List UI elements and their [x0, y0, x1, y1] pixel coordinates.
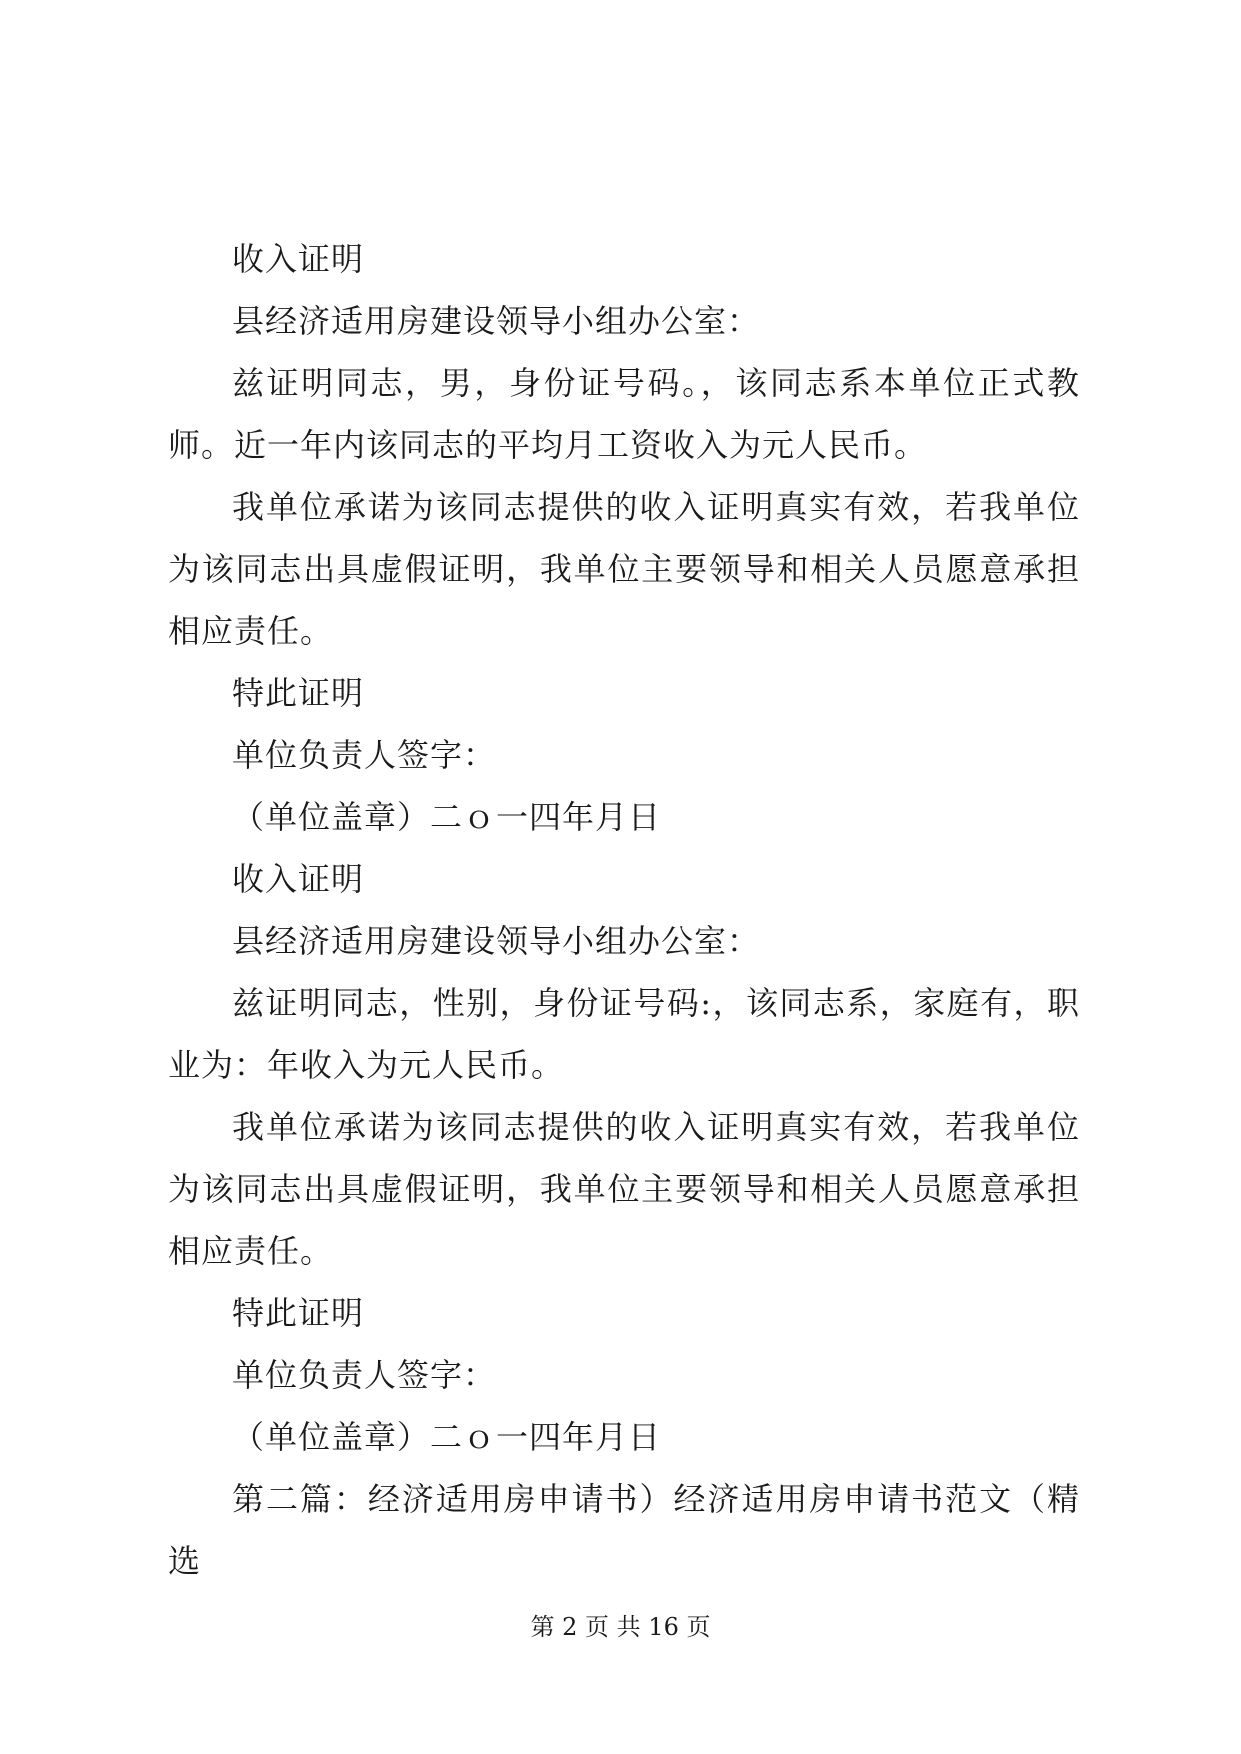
commitment-text-1: 我单位承诺为该同志提供的收入证明真实有效，若我单位为该同志出具虚假证明，我单位主要领导和相关人员愿意承担相应责任。	[168, 488, 1080, 650]
addressee-2: 县经济适用房建设领导小组办公室：	[232, 922, 761, 960]
page-number: 第 2 页 共 16 页	[530, 1613, 711, 1641]
seal-date-line-1: （单位盖章）二ｏ一四年月日	[232, 798, 662, 836]
document-body	[168, 228, 1080, 1592]
doc-title-2: 收入证明	[232, 860, 365, 898]
seal-date-line-2: （单位盖章）二ｏ一四年月日	[232, 1418, 662, 1456]
commitment-text-2: 我单位承诺为该同志提供的收入证明真实有效，若我单位为该同志出具虚假证明，我单位主要领导和相关人员愿意承担相应责任。	[168, 1108, 1080, 1270]
addressee-1: 县经济适用房建设领导小组办公室：	[232, 302, 761, 340]
signature-line-2: 单位负责人签字：	[232, 1356, 497, 1394]
closing-1: 特此证明	[232, 674, 365, 712]
section-heading: 第二篇：经济适用房申请书）经济适用房申请书范文（精选	[168, 1480, 1080, 1580]
certification-text-1: 兹证明同志，男，身份证号码。，该同志系本单位正式教师。近一年内该同志的平均月工资收入为元人民币。	[168, 364, 1080, 464]
certification-text-2: 兹证明同志，性别，身份证号码:，该同志系，家庭有，职业为：年收入为元人民币。	[168, 984, 1080, 1084]
signature-line-1: 单位负责人签字：	[232, 736, 497, 774]
closing-2: 特此证明	[232, 1294, 365, 1332]
doc-title-1: 收入证明	[232, 240, 365, 278]
